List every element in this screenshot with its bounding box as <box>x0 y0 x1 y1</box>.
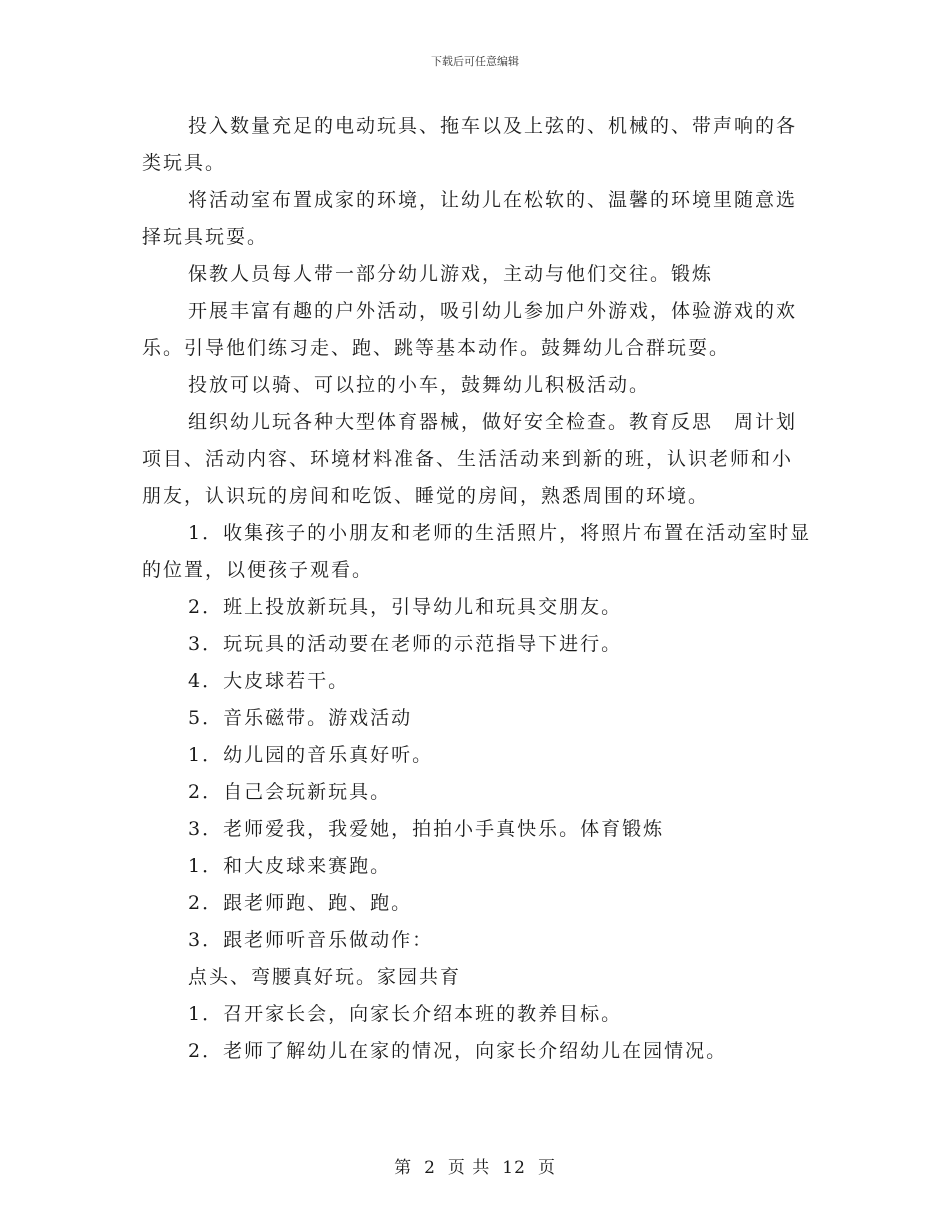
paragraph: 组织幼儿玩各种大型体育器械，做好安全检查。教育反思 周计划项目、活动内容、环境材料准备、生活活动来到新的班，认识老师和小朋友，认识玩的房间和吃饭、睡觉的房间，熟悉周围的环境。 <box>142 411 798 507</box>
list-item: 1．和大皮球来赛跑。 <box>188 855 392 877</box>
list-item: 1．召开家长会，向家长介绍本班的教养目标。 <box>188 1003 623 1025</box>
list-item: 3．玩玩具的活动要在老师的示范指导下进行。 <box>188 633 623 655</box>
footer-middle: 页 共 <box>447 1158 491 1178</box>
document-body <box>142 108 812 1070</box>
paragraph: 将活动室布置成家的环境，让幼儿在松软的、温馨的环境里随意选择玩具玩耍。 <box>142 189 798 248</box>
footer-prefix: 第 <box>394 1158 413 1178</box>
list-item: 2．自己会玩新玩具。 <box>188 781 392 803</box>
page-number-footer <box>0 1153 950 1178</box>
paragraph: 保教人员每人带一部分幼儿游戏，主动与他们交往。锻炼 <box>188 263 714 285</box>
list-item: 2．班上投放新玩具，引导幼儿和玩具交朋友。 <box>188 596 623 618</box>
list-item: 2．跟老师跑、跑、跑。 <box>188 892 413 914</box>
current-page-number: 2 <box>424 1158 436 1178</box>
paragraph: 投入数量充足的电动玩具、拖车以及上弦的、机械的、带声响的各类玩具。 <box>142 115 798 174</box>
page-header: 下载后可任意编辑 <box>431 55 519 68</box>
list-item: 2．老师了解幼儿在家的情况，向家长介绍幼儿在园情况。 <box>188 1040 728 1062</box>
paragraph: 投放可以骑、可以拉的小车，鼓舞幼儿积极活动。 <box>188 374 651 396</box>
list-item: 1．收集孩子的小朋友和老师的生活照片，将照片布置在活动室时显的位置，以便孩子观看。 <box>142 522 812 581</box>
footer-suffix: 页 <box>537 1158 556 1178</box>
list-item: 5．音乐磁带。游戏活动 <box>188 707 413 729</box>
list-item: 3．跟老师听音乐做动作： <box>188 929 434 951</box>
list-item: 3．老师爱我，我爱她，拍拍小手真快乐。体育锻炼 <box>188 818 665 840</box>
paragraph: 开展丰富有趣的户外活动，吸引幼儿参加户外游戏，体验游戏的欢乐。引导他们练习走、跑、跳等基本动作。鼓舞幼儿合群玩耍。 <box>142 300 798 359</box>
list-item: 1．幼儿园的音乐真好听。 <box>188 744 434 766</box>
list-item: 4．大皮球若干。 <box>188 670 350 692</box>
paragraph: 点头、弯腰真好玩。家园共育 <box>188 966 462 988</box>
total-page-number: 12 <box>502 1158 526 1178</box>
